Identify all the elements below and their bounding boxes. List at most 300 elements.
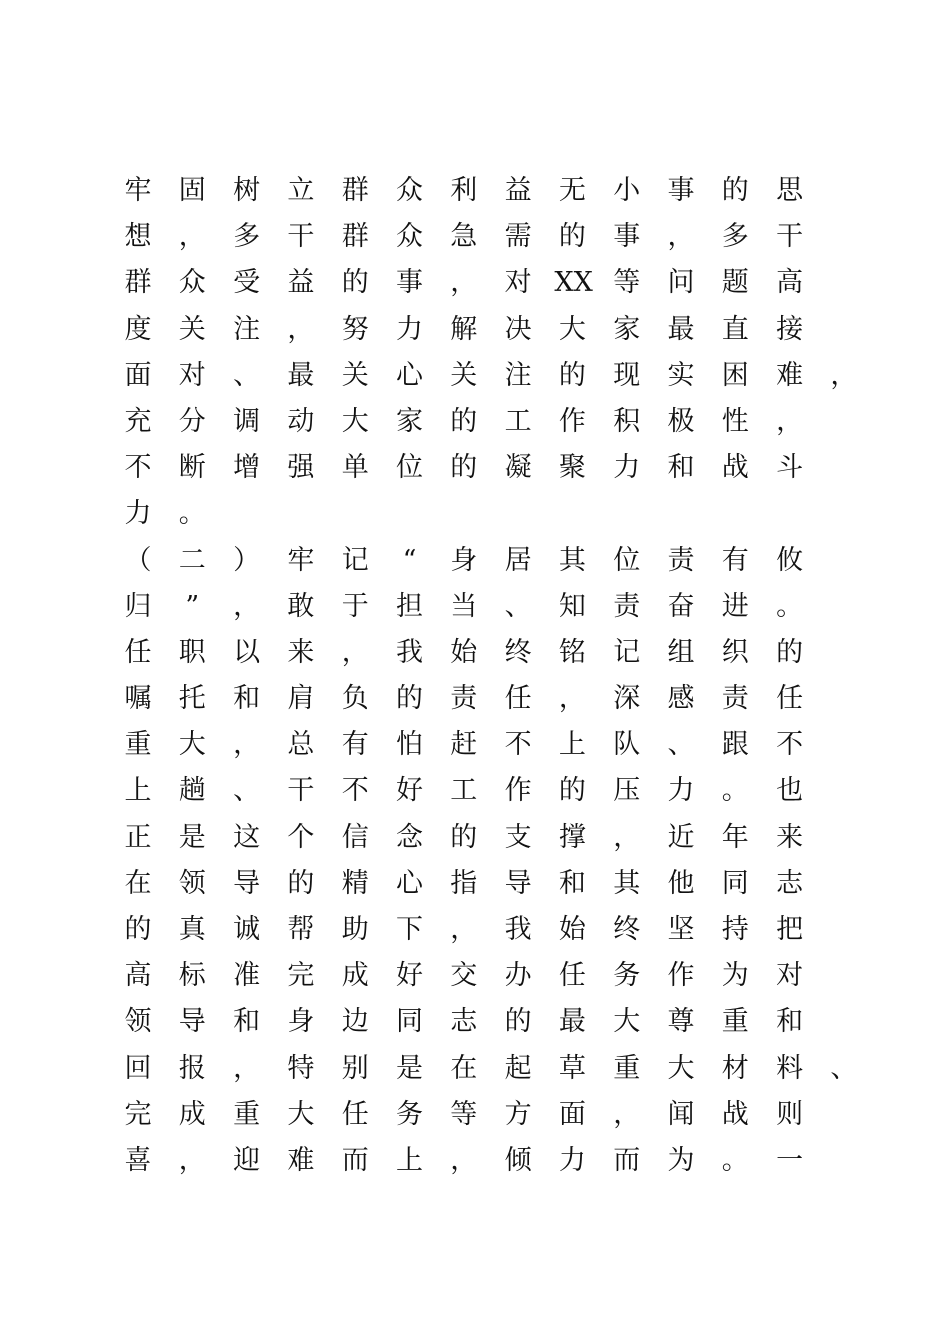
text-line: [120, 491, 850, 537]
text-char: 立: [287, 175, 315, 206]
text-char: 极: [667, 405, 695, 437]
text-char: 面: [124, 359, 152, 391]
text-line: [120, 907, 850, 953]
text-char: 大: [667, 1052, 695, 1084]
text-char: 多: [233, 221, 261, 253]
text-char: 大: [178, 729, 206, 761]
text-char: 导: [233, 867, 261, 899]
text-line: [120, 722, 850, 768]
text-char: 最: [558, 1006, 586, 1038]
text-char: 急: [450, 221, 478, 253]
text-char: 喜: [124, 1144, 152, 1176]
text-char: 居: [504, 544, 532, 576]
text-char: 织: [721, 636, 749, 668]
text-char: 努: [341, 313, 369, 345]
text-char: 上: [396, 1144, 423, 1176]
text-char: 把: [776, 914, 804, 945]
text-char: 现: [613, 359, 641, 391]
text-char: 、: [830, 1052, 858, 1084]
text-char: 不: [124, 452, 152, 484]
text-char: 作: [558, 405, 586, 437]
text-char: 志: [450, 1006, 478, 1038]
text-char: 终: [504, 636, 532, 668]
text-char: ，: [613, 821, 641, 853]
text-char: 无: [558, 175, 586, 206]
text-char: 高: [776, 267, 804, 299]
text-char: 跟: [721, 729, 749, 761]
text-char: 解: [450, 313, 478, 345]
text-char: 强: [287, 452, 315, 484]
text-char: 以: [233, 636, 261, 668]
text-char: 的: [124, 914, 152, 945]
text-char: 持: [721, 914, 749, 945]
text-char: 。: [721, 775, 749, 807]
text-char: 树: [233, 175, 261, 206]
text-char: 等: [450, 1098, 478, 1130]
text-char: 草: [558, 1052, 586, 1084]
text-char: 难: [776, 359, 804, 391]
text-char: 决: [504, 313, 532, 345]
text-char: 这: [233, 821, 261, 853]
text-char: 重: [613, 1052, 641, 1084]
text-line: [120, 399, 850, 445]
text-char: 不: [341, 775, 369, 807]
text-char: 的: [558, 359, 586, 391]
text-char: ，: [178, 221, 206, 253]
text-char: 作: [667, 960, 695, 992]
text-char: 其: [558, 544, 586, 576]
text-char: 凝: [504, 452, 532, 484]
text-char: 关: [178, 313, 206, 345]
text-char: 别: [341, 1052, 369, 1084]
text-char: 而: [341, 1144, 369, 1176]
text-char: 倾: [504, 1144, 532, 1176]
text-char: 组: [667, 636, 695, 668]
text-char: ，: [233, 590, 261, 622]
text-char: 的: [450, 821, 478, 853]
text-char: 来: [287, 636, 315, 668]
text-char: ，: [613, 1098, 641, 1130]
text-char: 对: [504, 267, 532, 299]
text-char: 的: [450, 452, 478, 484]
text-char: 年: [721, 821, 749, 853]
text-char: 重: [124, 729, 152, 761]
text-char: 和: [558, 867, 586, 899]
text-char: 家: [396, 405, 423, 437]
text-char: 任: [341, 1098, 369, 1130]
text-char: XX: [554, 267, 593, 299]
text-char: 领: [124, 1006, 152, 1038]
text-line: [120, 584, 850, 630]
text-char: 困: [721, 359, 749, 391]
text-char: 边: [341, 1006, 369, 1038]
text-char: 报: [178, 1052, 206, 1084]
text-char: 帮: [287, 914, 315, 945]
text-char: 小: [613, 175, 641, 206]
text-char: 终: [613, 914, 641, 945]
text-char: 力: [667, 775, 695, 807]
text-char: 在: [450, 1052, 478, 1084]
text-char: 闻: [667, 1098, 695, 1130]
text-char: 重: [721, 1006, 749, 1038]
text-char: 担: [396, 590, 423, 622]
text-char: 二: [178, 544, 206, 576]
text-char: 导: [178, 1006, 206, 1038]
text-char: 大: [558, 313, 586, 345]
text-char: 、: [233, 359, 261, 391]
text-char: 、: [667, 729, 695, 761]
text-char: 怕: [396, 729, 423, 761]
text-char: 力: [558, 1144, 586, 1176]
text-char: 真: [178, 914, 206, 945]
text-char: 铭: [558, 636, 586, 668]
text-char: 问: [667, 267, 695, 299]
text-char: ，: [450, 267, 478, 299]
text-char: 的: [776, 636, 804, 668]
text-line: [120, 768, 850, 814]
text-line: [120, 861, 850, 907]
text-char: 同: [721, 867, 749, 899]
text-char: 工: [504, 405, 532, 437]
text-char: 。: [178, 498, 206, 530]
text-char: ，: [450, 1144, 478, 1176]
text-char: 重: [233, 1098, 261, 1130]
text-char: 牢: [124, 175, 152, 206]
text-char: 的: [558, 775, 586, 807]
text-char: 是: [396, 1052, 423, 1084]
text-char: 近: [667, 821, 695, 853]
text-char: 。: [776, 590, 804, 622]
text-char: 不: [504, 729, 532, 761]
text-char: 好: [396, 775, 423, 807]
text-line: [120, 353, 858, 399]
text-char: 心: [396, 867, 423, 899]
text-char: 责: [450, 683, 478, 715]
text-char: （: [124, 544, 152, 576]
text-char: 断: [178, 452, 206, 484]
text-char: 等: [613, 267, 641, 299]
text-char: 关: [341, 359, 369, 391]
text-char: 工: [450, 775, 478, 807]
text-char: 领: [178, 867, 206, 899]
text-char: 个: [287, 821, 315, 853]
text-char: 事: [396, 267, 423, 299]
text-char: 的: [287, 867, 315, 899]
text-char: 位: [613, 544, 641, 576]
text-char: 位: [396, 452, 423, 484]
text-char: 奋: [667, 590, 695, 622]
text-char: 群: [124, 267, 152, 299]
text-char: 材: [721, 1052, 749, 1084]
text-line: [120, 307, 850, 353]
text-char: 群: [341, 175, 369, 206]
text-char: 为: [667, 1144, 695, 1176]
text-char: ”: [185, 590, 200, 622]
text-char: “: [402, 544, 417, 576]
text-line: [120, 953, 850, 999]
text-line: [120, 168, 850, 214]
text-char: 敢: [287, 590, 315, 622]
text-char: 始: [450, 636, 478, 668]
text-char: 众: [396, 175, 423, 206]
text-char: 托: [178, 683, 206, 715]
text-char: 关: [450, 359, 478, 391]
text-line: [120, 445, 850, 491]
text-char: ，: [287, 313, 315, 345]
text-char: 精: [341, 867, 369, 899]
text-char: 作: [504, 775, 532, 807]
text-char: 而: [613, 1144, 641, 1176]
text-char: 记: [341, 544, 369, 576]
text-line: [120, 1092, 850, 1138]
text-char: 标: [178, 960, 206, 992]
text-char: 回: [124, 1052, 152, 1084]
text-char: 心: [396, 359, 423, 391]
text-char: ）: [233, 544, 261, 576]
text-char: 牢: [287, 544, 315, 576]
text-char: 起: [504, 1052, 532, 1084]
text-char: 、: [504, 590, 532, 622]
text-char: 助: [341, 914, 369, 945]
text-char: 任: [776, 683, 804, 715]
text-char: 题: [721, 267, 749, 299]
text-char: 身: [287, 1006, 315, 1038]
text-char: 注: [233, 313, 261, 345]
text-char: 赶: [450, 729, 478, 761]
text-char: 积: [613, 405, 641, 437]
text-char: 任: [558, 960, 586, 992]
text-char: 群: [341, 221, 369, 253]
text-char: 负: [341, 683, 369, 715]
text-char: 最: [287, 359, 315, 391]
text-char: 趟: [178, 775, 206, 807]
text-char: ，: [558, 683, 586, 715]
text-char: 归: [124, 590, 152, 622]
text-char: 成: [341, 960, 369, 992]
text-char: 完: [287, 960, 315, 992]
text-char: 对: [776, 960, 804, 992]
text-char: 高: [124, 960, 152, 992]
text-char: 接: [776, 313, 804, 345]
text-char: 对: [178, 359, 206, 391]
text-char: 干: [287, 775, 315, 807]
text-char: 有: [341, 729, 369, 761]
text-char: 交: [450, 960, 478, 992]
text-char: 众: [178, 267, 206, 299]
text-char: 大: [341, 405, 369, 437]
text-char: 下: [396, 914, 423, 945]
text-char: 力: [613, 452, 641, 484]
text-char: 需: [504, 221, 532, 253]
text-line: [120, 260, 850, 306]
text-line: [120, 214, 850, 260]
text-char: 任: [504, 683, 532, 715]
text-char: 。: [721, 1144, 749, 1176]
text-char: 诚: [233, 914, 261, 945]
text-char: 于: [341, 590, 369, 622]
text-char: 嘱: [124, 683, 152, 715]
text-char: 来: [776, 821, 804, 853]
text-char: ，: [341, 636, 369, 668]
text-line: [120, 1046, 858, 1092]
text-char: 动: [287, 405, 315, 437]
text-char: 调: [233, 405, 261, 437]
text-line: [120, 1138, 850, 1184]
text-char: 攸: [776, 544, 804, 576]
text-char: 的: [450, 405, 478, 437]
text-char: 力: [124, 498, 152, 530]
text-char: 的: [396, 683, 423, 715]
text-char: ，: [667, 221, 695, 253]
text-char: 志: [776, 867, 804, 899]
text-char: ，: [450, 914, 478, 945]
text-line: [120, 538, 850, 584]
text-char: 利: [450, 175, 478, 206]
text-char: 在: [124, 867, 152, 899]
text-char: 方: [504, 1098, 532, 1130]
text-char: 家: [613, 313, 641, 345]
text-char: 和: [776, 1006, 804, 1038]
text-char: ，: [830, 359, 858, 391]
text-char: 直: [721, 313, 749, 345]
text-char: 、: [233, 775, 261, 807]
text-char: 面: [558, 1098, 586, 1130]
text-char: 特: [287, 1052, 315, 1084]
text-char: 注: [504, 359, 532, 391]
text-char: 性: [721, 405, 749, 437]
text-char: 的: [504, 1006, 532, 1038]
text-char: 务: [613, 960, 641, 992]
text-char: 是: [178, 821, 206, 853]
text-char: 受: [233, 267, 261, 299]
text-char: 也: [776, 775, 804, 807]
text-char: ，: [776, 405, 804, 437]
text-line: [120, 676, 850, 722]
text-char: 成: [178, 1098, 206, 1130]
text-char: 导: [504, 867, 532, 899]
text-char: 责: [613, 590, 641, 622]
text-char: 念: [396, 821, 423, 853]
text-char: 的: [341, 267, 369, 299]
text-char: 好: [396, 960, 423, 992]
text-char: 和: [667, 452, 695, 484]
text-char: 支: [504, 821, 532, 853]
text-char: 益: [287, 267, 315, 299]
text-char: ，: [178, 1144, 206, 1176]
text-char: 指: [450, 867, 478, 899]
text-char: 大: [287, 1098, 315, 1130]
text-char: 我: [504, 914, 532, 945]
text-char: 知: [558, 590, 586, 622]
text-char: 进: [721, 590, 749, 622]
text-char: 上: [558, 729, 586, 761]
text-char: 大: [613, 1006, 641, 1038]
text-char: 的: [558, 221, 586, 253]
text-char: 肩: [287, 683, 315, 715]
text-char: 想: [124, 221, 152, 253]
text-char: 战: [721, 452, 749, 484]
text-line: [120, 999, 850, 1045]
text-char: 益: [504, 175, 532, 206]
text-char: 上: [124, 775, 152, 807]
text-char: 干: [776, 221, 804, 253]
text-char: 有: [721, 544, 749, 576]
text-char: 不: [776, 729, 804, 761]
text-char: 深: [613, 683, 641, 715]
text-char: 和: [233, 1006, 261, 1038]
body-text: [120, 168, 858, 1184]
text-char: 责: [721, 683, 749, 715]
text-line: [120, 815, 850, 861]
text-char: 众: [396, 221, 423, 253]
text-char: 增: [233, 452, 261, 484]
text-char: 充: [124, 405, 152, 437]
text-char: 则: [776, 1098, 804, 1130]
text-char: 办: [504, 960, 532, 992]
text-char: 责: [667, 544, 695, 576]
text-line: [120, 630, 850, 676]
text-char: 同: [396, 1006, 423, 1038]
text-char: 度: [124, 313, 152, 345]
text-char: 撑: [558, 821, 586, 853]
text-char: 斗: [776, 452, 804, 484]
text-char: 实: [667, 359, 695, 391]
text-char: 信: [341, 821, 369, 853]
text-char: 和: [233, 683, 261, 715]
text-char: 队: [613, 729, 641, 761]
text-char: 尊: [667, 1006, 695, 1038]
text-char: 迎: [233, 1144, 261, 1176]
text-char: 记: [613, 636, 641, 668]
text-char: 一: [776, 1144, 804, 1176]
text-char: 料: [776, 1052, 804, 1084]
text-char: 战: [721, 1098, 749, 1130]
text-char: 当: [450, 590, 478, 622]
text-char: 力: [396, 313, 423, 345]
text-char: 聚: [558, 452, 586, 484]
text-char: 分: [178, 405, 206, 437]
text-char: 准: [233, 960, 261, 992]
text-char: 事: [613, 221, 641, 253]
text-char: 的: [721, 175, 749, 206]
text-char: 始: [558, 914, 586, 945]
text-char: 压: [613, 775, 641, 807]
text-char: 坚: [667, 914, 695, 945]
text-char: 为: [721, 960, 749, 992]
text-char: 事: [667, 175, 695, 206]
text-char: 他: [667, 867, 695, 899]
text-char: 固: [178, 175, 206, 206]
text-char: 任: [124, 636, 152, 668]
text-char: 正: [124, 821, 152, 853]
text-char: 身: [450, 544, 478, 576]
text-char: 感: [667, 683, 695, 715]
text-char: 最: [667, 313, 695, 345]
text-char: 完: [124, 1098, 152, 1130]
text-char: 我: [396, 636, 423, 668]
text-char: 干: [287, 221, 315, 253]
text-char: ，: [233, 1052, 261, 1084]
text-char: 单: [341, 452, 369, 484]
text-char: 职: [178, 636, 206, 668]
text-char: 其: [613, 867, 641, 899]
text-char: 务: [396, 1098, 423, 1130]
text-char: ，: [233, 729, 261, 761]
text-char: 总: [287, 729, 315, 761]
text-char: 思: [776, 175, 804, 206]
text-char: 难: [287, 1144, 315, 1176]
text-char: 多: [721, 221, 749, 253]
